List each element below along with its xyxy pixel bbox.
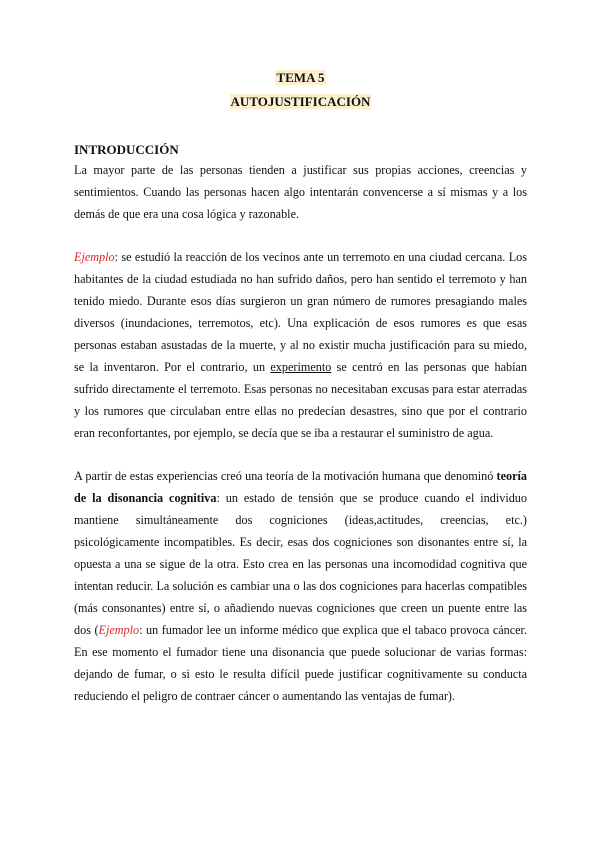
example-paragraph bbox=[74, 246, 527, 444]
experimento-underlined: experimento bbox=[270, 360, 332, 374]
example-label: Ejemplo bbox=[74, 250, 115, 264]
theory-bold-term: teoría de la disonancia cognitiva bbox=[74, 469, 527, 505]
theory-paragraph bbox=[74, 465, 527, 707]
smoker-example-label: Ejemplo bbox=[98, 623, 140, 637]
example-text-part1: : se estudió la reacción de los vecinos ante un terremoto en una ciudad cercana. Los habitantes de la ciudad estudiada no han sufrido daños, pero han sentido el terremoto y han tenido miedo. Durante esos días surgieron un gran número de rumores presagiando males diversos (inundaciones, terremotos, etc). Una explicación de esos rumores es que esas personas estaban asustadas de la muerte, y al no existir mucha justificación para su miedo, se la inventaron. Por el contrario, un bbox=[74, 250, 527, 374]
document-page bbox=[74, 68, 527, 707]
topic-title bbox=[74, 92, 527, 112]
intro-paragraph: La mayor parte de las personas tienden a justificar sus propias acciones, creencias y sentimientos. Cuando las personas hacen algo intentarán convencerse a sí mismas y a los demás de que era una cosa lógica y razonable. bbox=[74, 163, 527, 221]
section-heading-introduccion: INTRODUCCIÓN bbox=[74, 142, 179, 157]
topic-number bbox=[74, 68, 527, 88]
theory-text-part1: A partir de estas experiencias creó una teoría de la motivación humana que denominó bbox=[74, 469, 497, 483]
topic-title-text: AUTOJUSTIFICACIÓN bbox=[230, 94, 371, 109]
theory-text-part3: : un fumador lee un informe médico que explica que el tabaco provoca cáncer. En ese momento el fumador tiene una disonancia que puede solucionar de varias formas: dejando de fumar, o si esto le resulta difícil puede justificar cognitivamente su conducta reduciendo el peligro de contraer cáncer o aumentando las ventajas de fumar). bbox=[74, 623, 527, 703]
topic-number-text: TEMA 5 bbox=[276, 70, 325, 85]
example-text-part2: se centró en las personas que habían sufrido directamente el terremoto. Esas personas no necesitaban excusas para estar aterradas y los rumores que circulaban entre ellas no predecían desastres, sino que por el contrario eran reconfortantes, por ejemplo, se decía que se iba a restaurar el suministro de agua. bbox=[74, 360, 528, 440]
title-block bbox=[74, 68, 527, 112]
theory-text-part2: : un estado de tensión que se produce cuando el individuo mantiene simultáneamente dos cogniciones (ideas,actitudes, creencias, etc.) psicológicamente incompatibles. Es decir, esas dos cogniciones son disonantes entre sí, la opuesta a una se sigue de la otra. Esto crea en las personas una incomodidad cognitiva que intentan reducir. La solución es cambiar una o las dos cogniciones para hacerlas compatibles (más consonantes) entre sí, o añadiendo nuevas cogniciones que creen un puente entre las dos ( bbox=[74, 491, 527, 637]
